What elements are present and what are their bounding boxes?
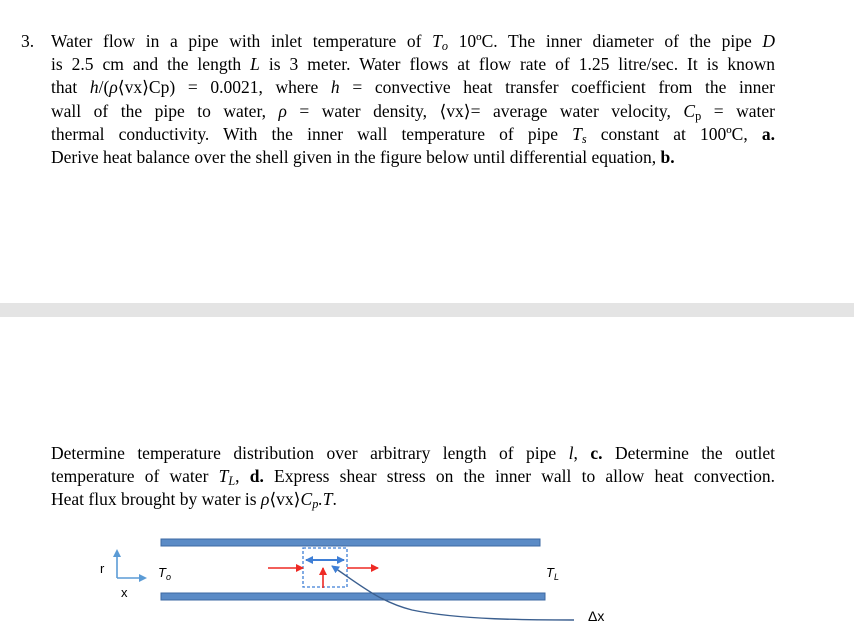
question-line-2: is 2.5 cm and the length L is 3 meter. Water flows at flow rate of 1.25 litre/sec. It is known xyxy=(51,54,775,75)
question-continuation xyxy=(51,442,775,512)
axis-icon xyxy=(117,553,143,578)
pipe-upper-wall xyxy=(161,539,540,546)
outlet-temperature-label: $T_L$ xyxy=(546,565,559,582)
axis-r-label: r xyxy=(100,561,105,576)
question-line-1: Water flow in a pipe with inlet temperature of $T_o$ 10ºC. The inner diameter of the pipe D xyxy=(51,31,776,53)
pipe-diagram xyxy=(0,530,854,632)
question-number: 3. xyxy=(21,31,35,51)
continuation-line-1: Determine temperature distribution over arbitrary length of pipe l, c. Determine the outlet xyxy=(51,443,776,463)
axis-x-label: x xyxy=(121,585,128,600)
question-text xyxy=(51,30,775,169)
continuation-line-3: Heat flux brought by water is $\rho⟨vx⟩C_p.T$. xyxy=(51,489,337,512)
continuation-line-2: temperature of water $T_L$, d. Express shear stress on the inner wall to allow heat convection. xyxy=(51,466,775,489)
pipe-lower-wall xyxy=(161,593,545,600)
page-separator xyxy=(0,303,854,317)
question-line-6: Derive heat balance over the shell given in the figure below until differential equation, b. xyxy=(51,147,675,168)
question-line-5: thermal conductivity. With the inner wall temperature of pipe $T_s$ constant at 100ºC, a. xyxy=(51,123,775,146)
question-line-4: wall of the pipe to water, ρ = water density, ⟨vx⟩= average water velocity, $C_p$ = water xyxy=(51,100,775,123)
inlet-temperature-label: $T_o$ xyxy=(158,565,171,582)
shell-dx-label: Δx xyxy=(588,608,605,624)
shell-element xyxy=(303,548,347,587)
question-line-3: that h/(ρ⟨vx⟩Cp) = 0.0021, where h = convective heat transfer coefficient from the inner xyxy=(51,77,775,98)
